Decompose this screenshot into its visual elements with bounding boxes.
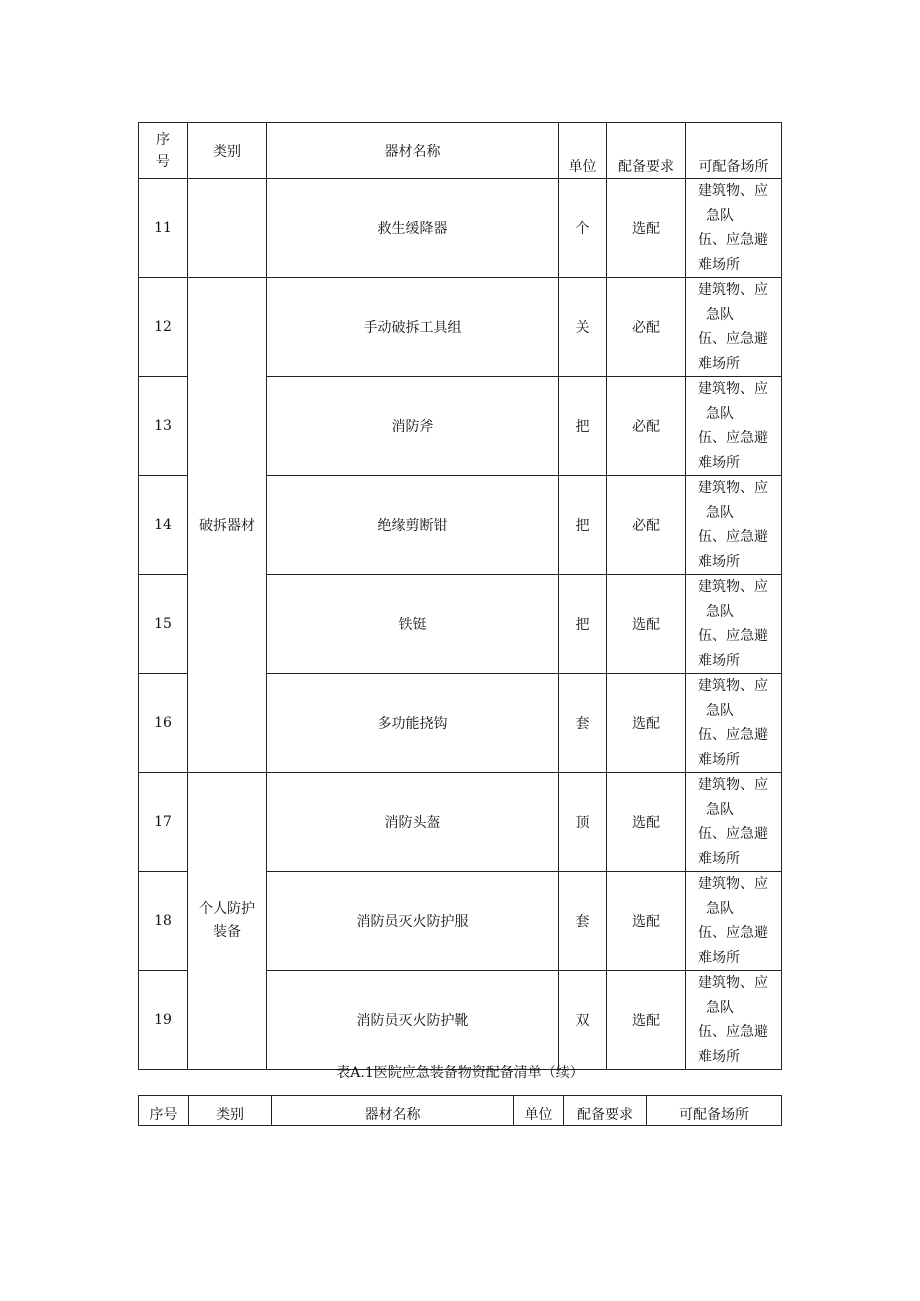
location-line: 伍、应急避 [698,232,768,248]
header-no-line2: 号 [156,153,170,170]
cell-no: 11 [139,179,188,278]
cell-unit: 把 [559,377,607,476]
cell-no: 14 [139,476,188,575]
cell-requirement: 必配 [607,278,686,377]
cell-category-ppe [188,773,267,1070]
cell-name: 消防头盔 [267,773,559,872]
cell-unit: 个 [559,179,607,278]
cell-name: 铁铤 [267,575,559,674]
header-no [139,123,188,179]
table-caption: 表A.1医院应急装备物资配备清单（续） [336,1065,584,1081]
location-line: 急队 [706,801,734,818]
table-header-row [139,123,782,179]
cell-requirement: 选配 [607,773,686,872]
location-line: 急队 [706,504,734,521]
header-category: 类别 [188,123,267,179]
header-no-line1: 序 [156,131,170,148]
cell-no: 12 [139,278,188,377]
location-line: 伍、应急避 [698,925,768,941]
category-ppe-line1: 个人防护 [199,901,255,917]
header-unit: 单位 [559,123,607,179]
location-line: 急队 [706,603,734,620]
header-name: 器材名称 [267,123,559,179]
cell-name: 多功能挠钩 [267,674,559,773]
header-requirement: 配备要求 [607,123,686,179]
cell-requirement: 选配 [607,971,686,1070]
cell-no: 16 [139,674,188,773]
cell-unit: 套 [559,872,607,971]
location-line: 伍、应急避 [698,826,768,842]
location-line: 建筑物、应 [698,183,768,199]
location-line: 急队 [706,405,734,422]
location-line: 急队 [706,999,734,1016]
location-line: 建筑物、应 [698,579,768,595]
location-line: 伍、应急避 [698,1024,768,1040]
cell-no: 17 [139,773,188,872]
cont-header-name: 器材名称 [272,1096,514,1126]
cell-unit: 套 [559,674,607,773]
location-line: 建筑物、应 [698,480,768,496]
cell-location [686,773,782,872]
cell-name: 救生缓降器 [267,179,559,278]
cell-requirement: 选配 [607,872,686,971]
cell-unit: 顶 [559,773,607,872]
cell-location [686,872,782,971]
cell-unit: 双 [559,971,607,1070]
continued-header-row [139,1096,782,1126]
location-line: 伍、应急避 [698,430,768,446]
cell-no: 15 [139,575,188,674]
location-line: 建筑物、应 [698,381,768,397]
cell-requirement: 选配 [607,575,686,674]
cell-name: 手动破拆工具组 [267,278,559,377]
cell-requirement: 必配 [607,476,686,575]
location-line: 难场所 [698,256,740,273]
location-line: 难场所 [698,355,740,372]
table-row [139,773,782,872]
table-row [139,278,782,377]
cell-location [686,971,782,1070]
cont-header-unit: 单位 [514,1096,564,1126]
cell-location [686,179,782,278]
location-line: 难场所 [698,553,740,570]
location-line: 难场所 [698,850,740,867]
location-line: 急队 [706,900,734,917]
location-line: 伍、应急避 [698,331,768,347]
location-line: 难场所 [698,652,740,669]
cell-name: 消防员灭火防护服 [267,872,559,971]
cell-requirement: 选配 [607,179,686,278]
location-line: 建筑物、应 [698,975,768,991]
cell-no: 19 [139,971,188,1070]
location-line: 建筑物、应 [698,678,768,694]
header-location: 可配备场所 [686,123,782,179]
location-line: 建筑物、应 [698,282,768,298]
cont-header-location: 可配备场所 [647,1096,782,1126]
cell-no: 13 [139,377,188,476]
location-line: 难场所 [698,454,740,471]
continued-table-header [138,1095,782,1126]
cell-name: 绝缘剪断钳 [267,476,559,575]
cell-location [686,476,782,575]
location-line: 急队 [706,702,734,719]
cont-header-no: 序号 [139,1096,189,1126]
cont-header-category: 类别 [189,1096,272,1126]
category-ppe-line2: 装备 [213,924,241,940]
equipment-table [138,122,782,1070]
location-line: 伍、应急避 [698,628,768,644]
cell-requirement: 必配 [607,377,686,476]
cell-location [686,377,782,476]
location-line: 伍、应急避 [698,727,768,743]
cell-requirement: 选配 [607,674,686,773]
cell-location [686,674,782,773]
location-line: 建筑物、应 [698,876,768,892]
cell-no: 18 [139,872,188,971]
cell-unit: 把 [559,476,607,575]
location-line: 难场所 [698,751,740,768]
location-line: 难场所 [698,949,740,966]
cell-unit: 关 [559,278,607,377]
cell-location [686,278,782,377]
location-line: 急队 [706,207,734,224]
cell-name: 消防员灭火防护靴 [267,971,559,1070]
cont-header-requirement: 配备要求 [564,1096,647,1126]
table-row [139,179,782,278]
location-line: 伍、应急避 [698,529,768,545]
cell-category-demolition: 破拆器材 [188,278,267,773]
location-line: 建筑物、应 [698,777,768,793]
location-line: 难场所 [698,1048,740,1065]
cell-location [686,575,782,674]
cell-unit: 把 [559,575,607,674]
cell-category-empty [188,179,267,278]
location-line: 急队 [706,306,734,323]
cell-name: 消防斧 [267,377,559,476]
